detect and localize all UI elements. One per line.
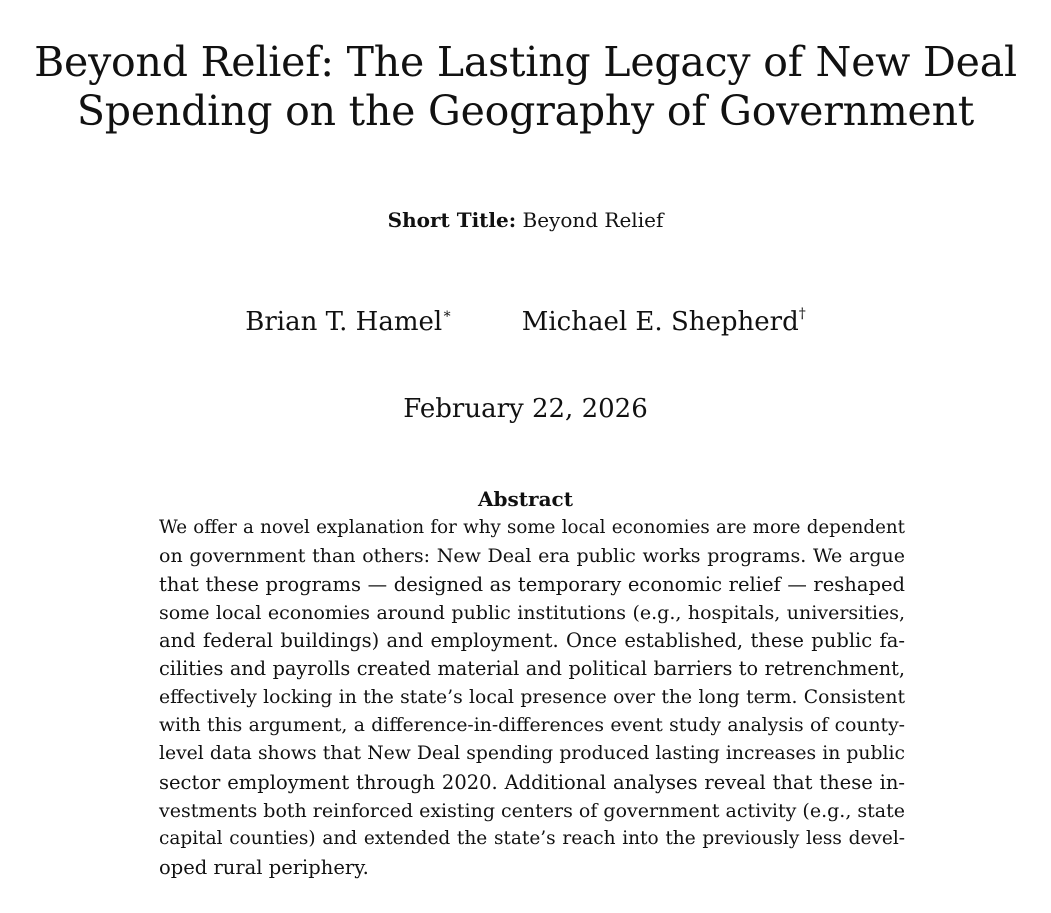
short-title-value: Beyond Relief — [522, 208, 664, 232]
title-line-2: Spending on the Geography of Government — [76, 87, 975, 135]
abstract-line: vestments both reinforced existing centers of government activity (e.g., state — [159, 799, 905, 822]
author-2 — [522, 305, 806, 339]
author-2-footnote-mark: † — [798, 306, 806, 322]
author-1-footnote-mark: ∗ — [442, 306, 452, 322]
abstract-line: capital counties) and extended the state’s reach into the previously less devel- — [159, 828, 905, 850]
abstract-heading: Abstract — [478, 487, 573, 511]
abstract-line: sector employment through 2020. Additional analyses reveal that these in- — [159, 770, 905, 794]
abstract-line: with this argument, a difference-in-differences event study analysis of county- — [159, 715, 905, 737]
author-list — [0, 305, 1051, 339]
abstract-line: level data shows that New Deal spending produced lasting increases in public — [159, 743, 905, 765]
short-title-label: Short Title: — [387, 208, 517, 232]
abstract-line: that these programs — designed as temporary economic relief — reshaped — [159, 572, 905, 596]
abstract-line: effectively locking in the state’s local presence over the long term. Consistent — [159, 686, 905, 708]
author-1 — [245, 305, 451, 339]
abstract-line: on government than others: New Deal era public works programs. We argue — [159, 545, 905, 568]
abstract-line: oped rural periphery. — [159, 855, 369, 879]
abstract-line: some local economies around public institutions (e.g., hospitals, universities, — [159, 601, 905, 624]
abstract-line: We offer a novel explanation for why some local economies are more dependent — [159, 517, 905, 538]
paper-date: February 22, 2026 — [403, 394, 648, 424]
abstract-line: and federal buildings) and employment. Once established, these public fa- — [159, 629, 905, 653]
short-title — [0, 207, 1051, 233]
title-line-1: Beyond Relief: The Lasting Legacy of New Deal — [34, 38, 1017, 86]
author-1-name: Brian T. Hamel — [245, 307, 443, 337]
paper-title — [0, 38, 1051, 136]
author-2-name: Michael E. Shepherd — [521, 307, 799, 337]
abstract-body — [159, 514, 905, 882]
abstract-line: cilities and payrolls created material and political barriers to retrenchment, — [159, 657, 905, 681]
